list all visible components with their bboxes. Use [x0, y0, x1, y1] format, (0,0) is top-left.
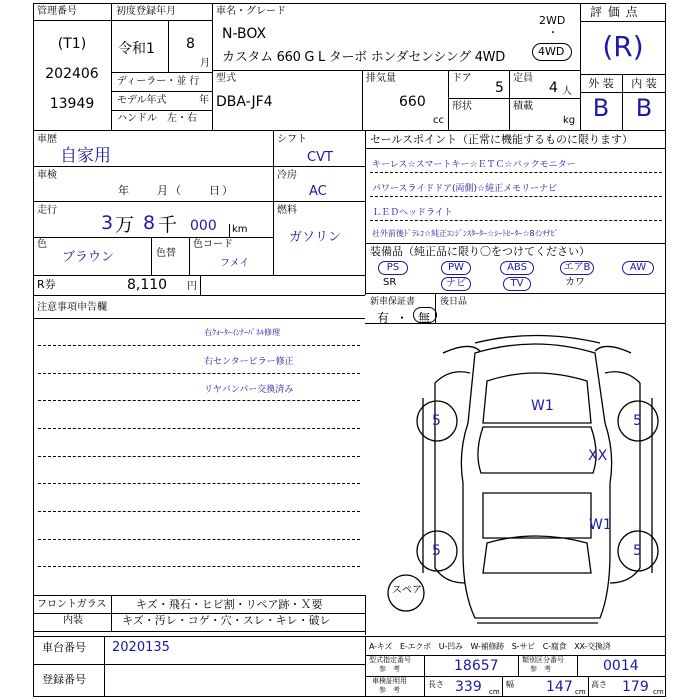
dashed-line — [370, 220, 662, 221]
divider — [33, 664, 365, 665]
capacity-value: 4 — [549, 80, 558, 96]
divider — [189, 237, 190, 275]
shaken-value: 年 月（ 日） — [118, 184, 235, 197]
rating-value: (R) — [602, 30, 644, 63]
divider — [362, 70, 363, 130]
chassis-label: 車台番号 — [42, 641, 86, 654]
width-value: 147 — [546, 679, 573, 695]
height-unit: cm — [653, 688, 664, 696]
car-windshield — [478, 427, 596, 473]
dashed-line — [370, 172, 662, 173]
car-cabin — [483, 493, 591, 538]
divider — [588, 676, 589, 697]
shift-value: CVT — [307, 150, 333, 165]
divider — [365, 148, 666, 149]
divider — [273, 201, 365, 202]
divider — [365, 636, 366, 697]
note-1: 右ｸｫｰﾀｰｲﾝﾅｰﾊﾟﾈﾙ修理 — [204, 328, 280, 337]
car-name-label: 車名・グレード — [216, 6, 286, 17]
color-code-label: 色コード — [193, 239, 233, 250]
shaken-label: 車検 — [37, 170, 57, 181]
model-year-label: モデル年式 — [117, 95, 167, 106]
type-value: DBA-JF4 — [216, 94, 273, 110]
damage-mark-2: XX — [588, 448, 608, 464]
divider — [229, 224, 230, 238]
tire-value-rr: 5 — [633, 543, 642, 559]
recycle-value: 8,110 — [127, 277, 168, 293]
recycle-label: R券 — [37, 278, 56, 291]
color-value: ブラウン — [62, 250, 115, 265]
width-label: 幅 — [506, 680, 514, 689]
dashed-line — [38, 511, 360, 512]
divider — [151, 237, 152, 275]
divider — [580, 74, 666, 75]
car-grade: カスタム 660 G L ターボ ホンダセンシング 4WD — [222, 50, 505, 65]
warranty-no: 無 — [418, 311, 431, 325]
spare-label: スペア — [392, 585, 422, 596]
aircon-label: 冷房 — [277, 170, 297, 181]
history-label: 車歴 — [37, 134, 57, 145]
divider — [518, 655, 519, 676]
height-label: 高さ — [591, 680, 607, 689]
divider — [33, 130, 666, 131]
equip-aw: AW — [622, 261, 654, 275]
drive-dot: ・ — [548, 28, 558, 39]
kanri-number-1: 202406 — [45, 66, 99, 82]
recycle-unit: 円 — [187, 281, 197, 292]
color-code-value: フメイ — [220, 258, 250, 269]
kanri-number-2: 13949 — [49, 96, 95, 112]
note-3: リヤバンパー交換済み — [204, 385, 294, 395]
color-label: 色 — [37, 239, 47, 250]
month-unit: 月 — [200, 58, 210, 69]
length-label: 長さ — [428, 680, 444, 689]
tire-value-fr: 5 — [633, 413, 642, 429]
divider — [273, 166, 365, 167]
car-side-top — [443, 346, 631, 353]
mileage-label: 走行 — [37, 205, 57, 216]
divider — [212, 70, 580, 71]
divider — [168, 20, 169, 72]
dashed-line — [38, 345, 360, 346]
length-unit: cm — [489, 688, 500, 696]
type-spec-sub: 参 考 — [379, 665, 400, 673]
first-reg-label: 初度登録年月 — [116, 6, 176, 17]
divider — [111, 110, 212, 111]
car-front-bumper — [475, 336, 600, 344]
length-value: 339 — [455, 679, 482, 695]
sales-point-2: パワースライドドア(両側)☆純正メモリーナビ — [372, 184, 558, 194]
fuel-label: 燃料 — [277, 205, 297, 216]
color-change-label: 色替 — [156, 248, 176, 259]
sales-point-1: キーレス☆スマートキー☆ＥＴＣ☆バックモニター — [372, 160, 576, 170]
divider — [365, 130, 366, 295]
fuel-value: ガソリン — [289, 230, 342, 245]
dashed-line — [370, 196, 662, 197]
equip-tv: TV — [503, 277, 531, 291]
rating-label: 評 価 点 — [590, 5, 639, 19]
warranty-dot: ・ — [396, 311, 409, 325]
divider — [33, 237, 273, 238]
damage-mark-1: W1 — [531, 398, 554, 414]
type-spec-label: 型式指定番号 — [369, 656, 411, 664]
displacement-unit: cc — [433, 115, 444, 126]
cert-label: 車検証明用 — [372, 677, 407, 685]
dashed-line — [38, 456, 360, 457]
divider — [104, 636, 105, 697]
divider — [273, 130, 274, 275]
displacement-value: 660 — [399, 94, 426, 110]
mileage-man-char: 万 — [115, 214, 135, 236]
displacement-label: 排気量 — [366, 73, 396, 84]
first-reg-month: 8 — [186, 36, 195, 52]
divider — [33, 631, 365, 632]
damage-legend: A-キズ E-エクボ U-凹み W-補修跡 S-サビ C-腐食 XX-交換済 — [369, 642, 611, 651]
mileage-sen-char: 千 — [158, 214, 178, 236]
mileage-unit: km — [232, 224, 248, 235]
divider — [33, 20, 111, 21]
divider — [33, 166, 273, 167]
divider — [502, 676, 503, 697]
kanri-code: (T1) — [57, 36, 87, 52]
front-glass-items: キズ・飛石・ヒビ割・リペア跡・Ｘ要 — [136, 598, 323, 611]
dashed-line — [38, 400, 360, 401]
door-value: 5 — [495, 80, 504, 96]
divider — [448, 98, 580, 99]
first-reg-era: 令和1 — [118, 41, 155, 57]
equip-abs: ABS — [500, 261, 534, 275]
exterior-label: 外 装 — [588, 77, 614, 90]
shift-label: シフト — [277, 134, 307, 145]
load-unit: kg — [563, 115, 576, 126]
door-label: ドア — [452, 73, 472, 84]
divider — [33, 595, 365, 596]
reg-label: 登録番号 — [42, 673, 86, 686]
mileage-rest: 000 — [190, 218, 217, 234]
divider — [33, 636, 666, 637]
sales-point-4: 社外前後ﾄﾞﾗﾚｺ☆純正ｴﾝｼﾞﾝｽﾀｰﾀｰ☆ｼｰﾄﾋｰﾀｰ☆8ｲﾝﾁﾅﾋﾞ — [372, 229, 559, 238]
car-name: N-BOX — [222, 26, 267, 42]
divider — [111, 72, 212, 73]
equip-sr: SR — [383, 277, 397, 288]
sales-point-3: ＬＥＤヘッドライト — [372, 208, 453, 218]
capacity-label: 定員 — [513, 73, 533, 84]
divider — [111, 91, 212, 92]
equip-pw: PW — [441, 261, 471, 275]
height-value: 179 — [622, 679, 649, 695]
chassis-value: 2020135 — [112, 640, 170, 655]
type-label: 型式 — [216, 73, 236, 84]
car-rear-window — [483, 536, 591, 573]
dashed-line — [38, 483, 360, 484]
dealer-label: ディーラー・並 行 — [117, 76, 200, 87]
divider — [580, 21, 666, 22]
divider — [448, 70, 449, 130]
postdoc-label: 後日品 — [440, 297, 468, 307]
interior-items: キズ・汚レ・コゲ・穴・スレ・キレ・破レ — [122, 614, 331, 627]
mileage-sen: 8 — [143, 212, 156, 234]
warranty-yes: 有 — [377, 311, 390, 325]
aircon-value: AC — [309, 184, 327, 199]
divider — [200, 275, 201, 295]
interior-label: 内 装 — [631, 77, 657, 90]
class-label: 類別区分番号 — [522, 656, 564, 664]
damage-mark-3: W1 — [589, 517, 612, 533]
dashed-line — [38, 539, 360, 540]
load-label: 積載 — [513, 101, 533, 112]
tire-value-fl: 5 — [432, 413, 441, 429]
equip-airbag: エアB — [560, 261, 594, 275]
type-spec-value: 18657 — [454, 658, 499, 674]
divider — [509, 70, 510, 130]
notes-label: 注意事項申告欄 — [37, 302, 107, 313]
shape-label: 形状 — [452, 101, 472, 112]
equip-navi: ナビ — [441, 277, 471, 291]
sales-points-label: セールスポイント（正常に機能するものに限ります） — [370, 133, 634, 146]
front-glass-label: フロントガラス — [37, 599, 107, 610]
divider — [365, 243, 666, 244]
divider — [580, 92, 666, 93]
divider — [111, 595, 112, 631]
equip-leather: カワ — [565, 277, 585, 288]
dashed-line — [38, 373, 360, 374]
divider — [365, 676, 666, 677]
equip-ps: PS — [378, 261, 408, 275]
divider — [111, 20, 212, 21]
class-sub: 参 考 — [530, 665, 551, 673]
divider — [33, 318, 365, 319]
divider — [212, 3, 213, 130]
dashed-line — [38, 428, 360, 429]
equipment-label: 装備品（純正品に限り〇をつけてください） — [370, 245, 590, 258]
class-value: 0014 — [603, 658, 639, 674]
tire-value-rl: 5 — [432, 543, 441, 559]
handle-label: ハンドル 左・右 — [117, 113, 197, 124]
width-unit: cm — [575, 688, 586, 696]
history-value: 自家用 — [60, 146, 111, 166]
divider — [365, 595, 366, 635]
year-unit: 年 — [199, 95, 209, 106]
interior-value: B — [635, 94, 653, 122]
drive-4wd: 4WD — [538, 45, 565, 58]
divider — [33, 275, 365, 276]
note-2: 右センターピラー修正 — [204, 357, 294, 367]
warranty-label: 新車保証書 — [370, 297, 416, 307]
mileage-man: 3 — [101, 212, 114, 234]
car-body-outline — [461, 344, 611, 618]
divider — [577, 655, 578, 676]
drive-2wd: 2WD — [539, 14, 566, 27]
divider — [33, 295, 365, 296]
exterior-value: B — [592, 94, 610, 122]
cert-sub: 参 考 — [379, 686, 400, 694]
capacity-unit: 人 — [562, 86, 572, 97]
divider — [33, 201, 273, 202]
interior-glass-label: 内装 — [63, 615, 83, 626]
kanri-label: 管理番号 — [37, 6, 77, 17]
dashed-line — [38, 566, 360, 567]
divider — [365, 293, 666, 294]
